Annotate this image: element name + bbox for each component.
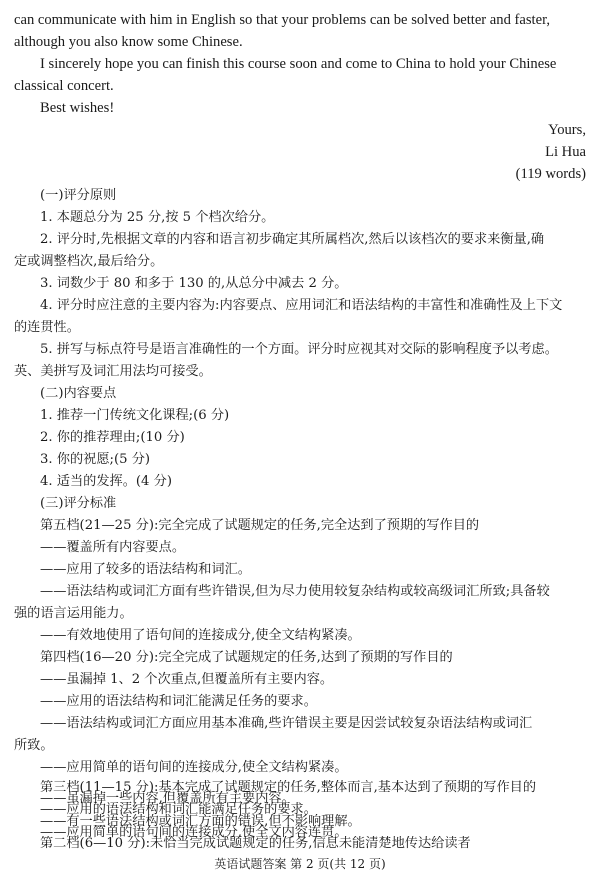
content-point: 1. 推荐一门传统文化课程;(6 分)	[40, 408, 230, 423]
criterion: ——应用的语法结构和词汇能满足任务的要求。	[40, 694, 317, 709]
grade-band-5: 第五档(21—25 分):完全完成了试题规定的任务,完全达到了预期的写作目的	[40, 518, 480, 533]
criterion: ——应用的语法结构和词汇能满足任务的要求。	[40, 802, 317, 818]
section-heading: (三)评分标准	[40, 496, 117, 511]
section-heading: (二)内容要点	[40, 386, 117, 401]
criterion-cont: 强的语言运用能力。	[14, 606, 133, 621]
principle-item: 5. 拼写与标点符号是语言准确性的一个方面。评分时应视其对交际的影响程度予以考虑。	[40, 342, 558, 357]
criterion: ——虽漏掉 1、2 个次重点,但覆盖所有主要内容。	[40, 672, 334, 687]
content-point: 4. 适当的发挥。(4 分)	[40, 474, 172, 489]
criterion: ——语法结构或词汇方面有些许错误,但为尽力使用较复杂结构或较高级词汇所致;具备较	[40, 584, 550, 599]
letter-line: classical concert.	[14, 78, 114, 94]
grade-band-2: 第二档(6—10 分):未恰当完成试题规定的任务,信息未能清楚地传达给读者	[40, 836, 471, 851]
principle-item-cont: 定或调整档次,最后给分。	[14, 254, 164, 269]
criterion: ——语法结构或词汇方面应用基本准确,些许错误主要是因尝试较复杂语法结构或词汇	[40, 716, 533, 731]
letter-line: I sincerely hope you can finish this course soon and come to China to hold your Chinese	[40, 56, 557, 72]
word-count: (119 words)	[515, 166, 586, 182]
content-point: 2. 你的推荐理由;(10 分)	[40, 430, 185, 445]
principle-item: 4. 评分时应注意的主要内容为:内容要点、应用词汇和语法结构的丰富性和准确性及上下文	[40, 298, 563, 313]
letter-line: although you also know some Chinese.	[14, 34, 243, 50]
criterion: ——应用了较多的语法结构和词汇。	[40, 562, 251, 577]
criterion-cont: 所致。	[14, 738, 54, 753]
principle-item-cont: 的连贯性。	[14, 320, 80, 335]
content-point: 3. 你的祝愿;(5 分)	[40, 452, 151, 467]
criterion: ——虽漏掉一些内容,但覆盖所有主要内容。	[40, 791, 295, 807]
principle-item: 1. 本题总分为 25 分,按 5 个档次给分。	[40, 210, 275, 225]
grade-band-3: 第三档(11—15 分):基本完成了试题规定的任务,整体而言,基本达到了预期的写作目的	[40, 780, 537, 795]
section-heading: (一)评分原则	[40, 188, 117, 203]
criterion: ——有效地使用了语句间的连接成分,使全文结构紧凑。	[40, 628, 361, 643]
principle-item: 3. 词数少于 80 和多于 130 的,从总分中减去 2 分。	[40, 276, 348, 291]
letter-line: can communicate with him in English so that your problems can be solved better and faster,	[14, 12, 550, 28]
letter-sign-yours: Yours,	[548, 122, 586, 138]
criterion: ——应用简单的语句间的连接成分,使全文结构紧凑。	[40, 760, 348, 775]
grade-band-4: 第四档(16—20 分):完全完成了试题规定的任务,达到了预期的写作目的	[40, 650, 453, 665]
criterion: ——覆盖所有内容要点。	[40, 540, 186, 555]
principle-item-cont: 英、美拼写及词汇用法均可接受。	[14, 364, 212, 379]
criterion: ——应用简单的语句间的连接成分,使全文内容连贯。	[40, 824, 348, 840]
criterion: ——有一些语法结构或词汇方面的错误,但不影响理解。	[40, 813, 361, 829]
letter-sign-name: Li Hua	[545, 144, 586, 160]
letter-closing: Best wishes!	[40, 100, 115, 116]
principle-item: 2. 评分时,先根据文章的内容和语言初步确定其所属档次,然后以该档次的要求来衡量,确	[40, 232, 545, 247]
page-footer: 英语试题答案 第 2 页(共 12 页)	[214, 857, 386, 871]
